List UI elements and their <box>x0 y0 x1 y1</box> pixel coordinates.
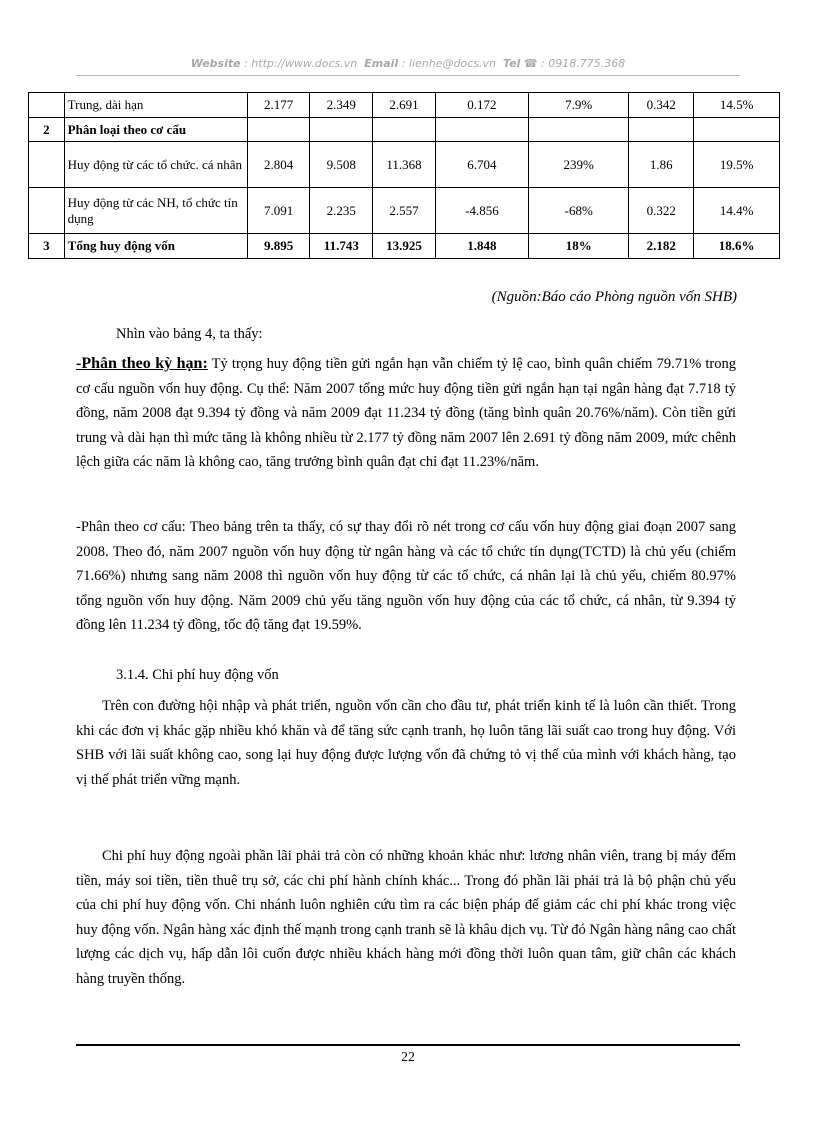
table-cell: 2.177 <box>248 93 310 118</box>
table-cell: 2.804 <box>248 142 310 188</box>
funding-table <box>28 92 780 259</box>
table-cell: 9.508 <box>310 142 373 188</box>
paragraph-funding-costs: Chi phí huy động ngoài phần lãi phải trả còn có những khoản khác như: lương nhân viên, trang bị máy đếm tiền, máy soi tiền, tiền thuê trụ sở, các chi phí hành chính khác... Trong đó phần lãi phải trả là bộ phận chủ yếu của chi phí huy động vốn. Chi nhánh luôn nghiên cứu tìm ra các biện pháp để giảm các chi phí khác trong việc huy động vốn. Ngân hàng xác định thế mạnh trong cạnh tranh sẽ là khâu dịch vụ. Từ đó Ngân hàng nâng cao chất lượng các dịch vụ, hấp dẫn lôi cuốn được nhiều khách hàng mới đồng thời luôn quan tâm, giữ chân các khách hàng truyền thống. <box>76 848 736 987</box>
row-index: 2 <box>29 118 65 142</box>
tel-value: ☎ : 0918.775.368 <box>523 57 626 70</box>
table-cell: 2.557 <box>373 188 435 234</box>
row-index <box>29 142 65 188</box>
row-label: Trung, dài hạn <box>64 93 247 118</box>
table-row <box>29 118 780 142</box>
intro-line: Nhìn vào bảng 4, ta thấy: <box>116 326 263 342</box>
footer-divider <box>76 1044 740 1046</box>
table-cell: 7.091 <box>248 188 310 234</box>
table-row <box>29 188 780 234</box>
table-cell: 6.704 <box>435 142 529 188</box>
table-cell: 2.182 <box>629 234 694 259</box>
table-cell: 1.86 <box>629 142 694 188</box>
table-cell: 18.6% <box>694 234 780 259</box>
row-label: Huy động từ các NH, tổ chức tín dụng <box>64 188 247 234</box>
table-cell: 7.9% <box>529 93 629 118</box>
table-cell: 2.691 <box>373 93 435 118</box>
table-cell: -4.856 <box>435 188 529 234</box>
table-cell: 13.925 <box>373 234 435 259</box>
table-cell <box>310 118 373 142</box>
table-cell: 0.342 <box>629 93 694 118</box>
table-cell <box>694 118 780 142</box>
row-label: Huy động từ các tổ chức. cá nhân <box>64 142 247 188</box>
table-cell: 2.349 <box>310 93 373 118</box>
table-cell <box>529 118 629 142</box>
row-label: Tổng huy động vốn <box>64 234 247 259</box>
row-label: Phân loại theo cơ cấu <box>64 118 247 142</box>
table-cell <box>248 118 310 142</box>
row-index <box>29 93 65 118</box>
paragraph-lead: -Phân theo kỳ hạn: <box>76 355 208 372</box>
table-cell: 0.172 <box>435 93 529 118</box>
email-value: : lienhe@docs.vn <box>401 57 496 70</box>
table-cell: 2.235 <box>310 188 373 234</box>
table-row <box>29 93 780 118</box>
table-cell <box>435 118 529 142</box>
page-number: 22 <box>401 1050 415 1065</box>
email-label: Email <box>364 57 399 70</box>
table-cell: 0.322 <box>629 188 694 234</box>
table-cell: 14.4% <box>694 188 780 234</box>
section-heading: 3.1.4. Chi phí huy động vốn <box>116 667 279 683</box>
table-cell: 18% <box>529 234 629 259</box>
table-cell: 11.368 <box>373 142 435 188</box>
tel-label: Tel <box>502 57 521 70</box>
table-cell: 1.848 <box>435 234 529 259</box>
paragraph-funding-context: Trên con đường hội nhập và phát triển, nguồn vốn cần cho đầu tư, phát triển kinh tế là luôn cần thiết. Trong khi các đơn vị khác gặp nhiều khó khăn và để tăng sức cạnh tranh, họ luôn tăng lãi suất cao trong huy động. Với SHB với lãi suất không cao, song lại huy động được lượng vốn đã chứng tỏ vị thế của mình với khách hàng, tạo vị thế phát triển vững mạnh. <box>76 698 736 788</box>
website-label: Website <box>190 57 241 70</box>
website-value: : http://www.docs.vn <box>244 57 358 70</box>
table-cell: -68% <box>529 188 629 234</box>
table-cell: 239% <box>529 142 629 188</box>
paragraph-body: Tỷ trọng huy động tiền gửi ngắn hạn vẫn chiếm tỷ lệ cao, bình quân chiếm 79.71% trong cơ cấu nguồn vốn huy động. Cụ thể: Năm 2007 tổng mức huy động tiền gửi ngắn hạn tại ngân hàng đạt 7.718 tỷ đồng, năm 2008 đạt 9.394 tỷ đồng và năm 2009 đạt 11.234 tỷ đồng (tăng bình quân 20.76%/năm). Còn tiền gửi trung và dài hạn thì mức tăng là không nhiều từ 2.177 tỷ đồng năm 2007 lên 2.691 tỷ đồng năm 2009, mức chênh lệch giữa các năm là không cao, tăng trưởng bình quân đạt chỉ đạt 11.23%/năm. <box>76 356 737 471</box>
row-index <box>29 188 65 234</box>
table-cell: 19.5% <box>694 142 780 188</box>
paragraph-term-breakdown <box>76 352 736 475</box>
table-cell: 14.5% <box>694 93 780 118</box>
table-source-note: (Nguồn:Báo cáo Phòng nguồn vốn SHB) <box>491 289 737 305</box>
table-cell <box>373 118 435 142</box>
table-cell: 11.743 <box>310 234 373 259</box>
row-index: 3 <box>29 234 65 259</box>
table-row-total <box>29 234 780 259</box>
table-row <box>29 142 780 188</box>
table-cell <box>629 118 694 142</box>
paragraph-structure-breakdown: -Phân theo cơ cấu: Theo bảng trên ta thấy, có sự thay đổi rõ nét trong cơ cấu vốn huy động giai đoạn 2007 sang 2008. Theo đó, năm 2007 nguồn vốn huy động từ ngân hàng và các tổ chức tín dụng(TCTD) là chủ yếu (chiếm 71.66%) nhưng sang năm 2008 thì nguồn vốn huy động từ các tổ chức, cá nhân lại là chủ yếu, chiếm 80.97% tổng nguồn vốn huy động. Năm 2009 chủ yếu tăng nguồn vốn huy động của các tổ chức, cá nhân, từ 9.394 tỷ đồng lên 11.234 tỷ đồng, tốc độ tăng đạt 19.59%. <box>76 519 736 634</box>
page-header <box>76 57 740 76</box>
table-cell: 9.895 <box>248 234 310 259</box>
